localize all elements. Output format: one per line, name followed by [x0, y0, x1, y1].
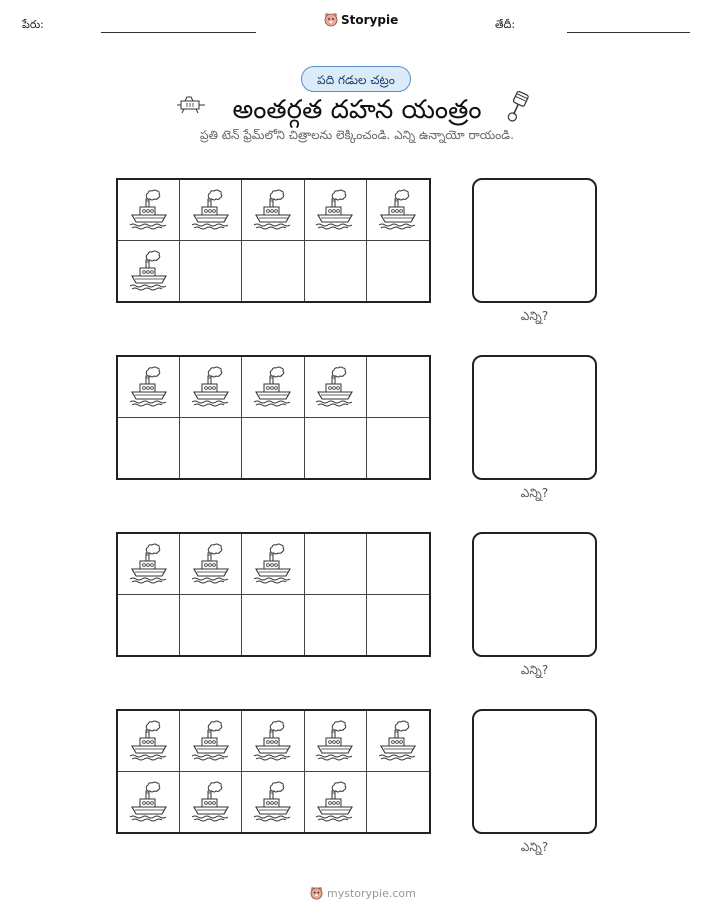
frame-cell: [367, 357, 429, 418]
date-label: తేదీ:: [495, 18, 516, 31]
frame-cell: [242, 418, 304, 479]
boat-icon: [376, 188, 420, 232]
frame-cell: [180, 418, 242, 479]
boat-icon: [189, 719, 233, 763]
brand-name: Storypie: [341, 13, 399, 27]
frame-cell: [118, 418, 180, 479]
boat-icon: [127, 780, 171, 824]
frame-cell: [305, 595, 367, 656]
name-label: పేరు:: [22, 18, 44, 31]
answer-box[interactable]: [472, 355, 597, 480]
frame-cell: [242, 180, 304, 241]
frame-cell: [367, 418, 429, 479]
frame-cell: [242, 772, 304, 833]
boat-icon: [127, 365, 171, 409]
frame-cell: [180, 180, 242, 241]
frame-cell: [118, 534, 180, 595]
frame-cell: [180, 357, 242, 418]
boat-icon: [251, 188, 295, 232]
frame-cell: [118, 772, 180, 833]
frame-cell: [367, 595, 429, 656]
frame-cell: [367, 241, 429, 302]
boat-icon: [127, 719, 171, 763]
worksheet-type-badge: పది గడుల చట్రం: [301, 66, 411, 92]
date-line[interactable]: [567, 32, 690, 33]
frame-cell: [305, 357, 367, 418]
piston-icon: [505, 90, 529, 124]
frame-cell: [305, 534, 367, 595]
boat-icon: [251, 365, 295, 409]
boat-icon: [189, 542, 233, 586]
frame-cell: [118, 711, 180, 772]
answer-box[interactable]: [472, 532, 597, 657]
frame-cell: [180, 772, 242, 833]
name-line[interactable]: [101, 32, 256, 33]
frame-cell: [367, 534, 429, 595]
ten-frame: [116, 178, 431, 303]
boat-icon: [189, 780, 233, 824]
boat-icon: [189, 188, 233, 232]
instructions: ప్రతి టెన్ ఫ్రేమ్‌లోని చిత్రాలను లెక్కించండి. ఎన్ని ఉన్నాయో రాయండి.: [200, 128, 514, 142]
answer-box[interactable]: [472, 178, 597, 303]
frame-cell: [242, 711, 304, 772]
footer: [310, 886, 416, 901]
frame-cell: [118, 357, 180, 418]
frame-cell: [367, 711, 429, 772]
frame-cell: [305, 711, 367, 772]
ten-frame: [116, 532, 431, 657]
frame-cell: [305, 241, 367, 302]
boat-icon: [313, 365, 357, 409]
boat-icon: [376, 719, 420, 763]
frame-cell: [118, 180, 180, 241]
how-many-label: ఎన్ని?: [520, 309, 549, 323]
frame-cell: [367, 772, 429, 833]
frame-cell: [305, 180, 367, 241]
frame-cell: [180, 711, 242, 772]
answer-box[interactable]: [472, 709, 597, 834]
boat-icon: [313, 719, 357, 763]
frame-cell: [242, 357, 304, 418]
boat-icon: [127, 188, 171, 232]
frame-cell: [242, 241, 304, 302]
boat-icon: [313, 188, 357, 232]
how-many-label: ఎన్ని?: [520, 486, 549, 500]
boat-icon: [251, 719, 295, 763]
page-title: అంతర్గత దహన యంత్రం: [232, 95, 482, 125]
frame-cell: [367, 180, 429, 241]
brand-logo: [324, 12, 398, 28]
storypie-mascot-icon: [310, 886, 323, 901]
how-many-label: ఎన్ని?: [520, 663, 549, 677]
frame-cell: [118, 241, 180, 302]
footer-url: mystorypie.com: [327, 887, 416, 900]
boat-icon: [127, 249, 171, 293]
boat-icon: [127, 542, 171, 586]
frame-cell: [180, 534, 242, 595]
boat-icon: [251, 780, 295, 824]
frame-cell: [305, 418, 367, 479]
ten-frame: [116, 709, 431, 834]
ten-frame: [116, 355, 431, 480]
frame-cell: [242, 595, 304, 656]
boat-icon: [251, 542, 295, 586]
storypie-mascot-icon: [324, 12, 338, 28]
frame-cell: [242, 534, 304, 595]
frame-cell: [180, 241, 242, 302]
boat-icon: [189, 365, 233, 409]
frame-cell: [118, 595, 180, 656]
how-many-label: ఎన్ని?: [520, 840, 549, 854]
frame-cell: [305, 772, 367, 833]
frame-cell: [180, 595, 242, 656]
boat-icon: [313, 780, 357, 824]
